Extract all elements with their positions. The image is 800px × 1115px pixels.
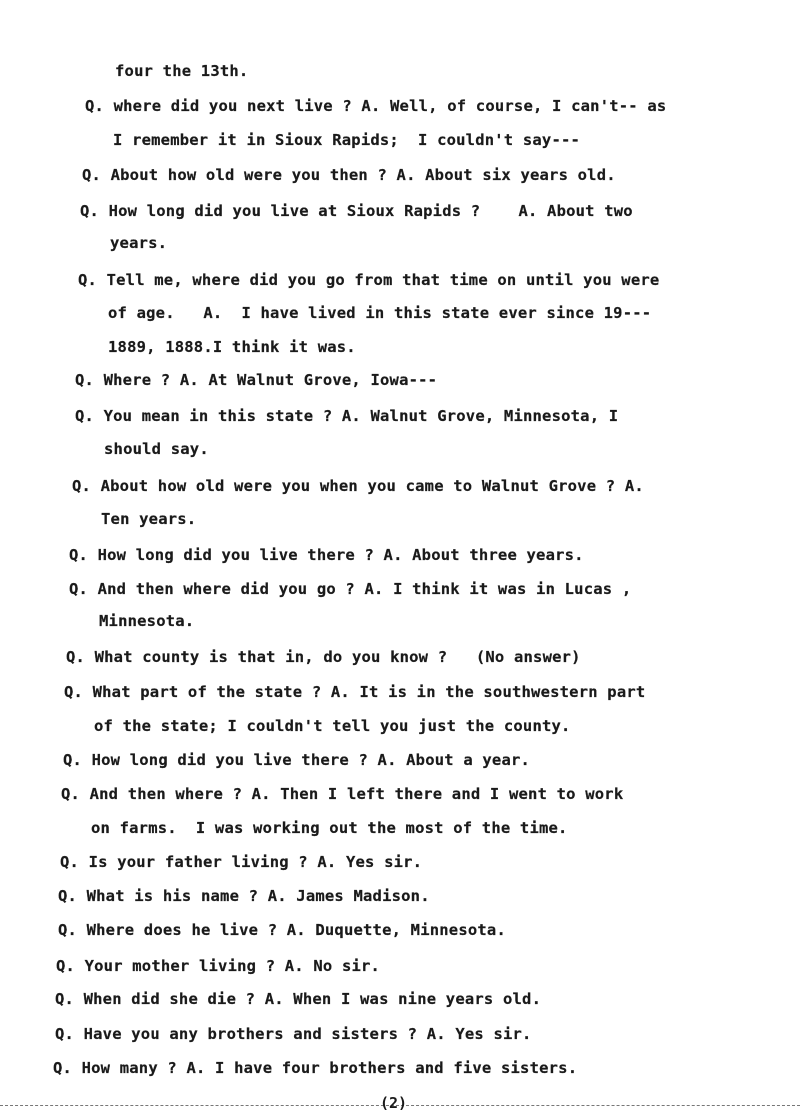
transcript-line: Q. About how old were you when you came to Walnut Grove ? A. [72, 477, 644, 495]
transcript-line: Q. What part of the state ? A. It is in the southwestern part [64, 683, 646, 701]
transcript-line: Q. Where does he live ? A. Duquette, Minnesota. [58, 921, 506, 939]
transcript-line: Q. And then where did you go ? A. I think it was in Lucas , [69, 580, 632, 598]
transcript-line: Q. Where ? A. At Walnut Grove, Iowa--- [75, 371, 438, 389]
page-number: (2) [380, 1094, 408, 1112]
transcript-line: Q. About how old were you then ? A. About six years old. [82, 166, 616, 184]
transcript-line: Q. You mean in this state ? A. Walnut Grove, Minnesota, I [75, 407, 619, 425]
transcript-line: Q. Have you any brothers and sisters ? A. Yes sir. [55, 1025, 532, 1043]
transcript-line: Minnesota. [99, 612, 195, 630]
transcript-line: Q. How long did you live there ? A. About three years. [69, 546, 584, 564]
transcript-line: Q. Is your father living ? A. Yes sir. [60, 853, 423, 871]
transcript-line: Q. How long did you live there ? A. About a year. [63, 751, 531, 769]
transcript-line: Q. Your mother living ? A. No sir. [56, 957, 381, 975]
transcript-line: 1889, 1888.I think it was. [108, 338, 356, 356]
transcript-line: Q. Tell me, where did you go from that time on until you were [78, 271, 660, 289]
transcript-line: of the state; I couldn't tell you just the county. [94, 717, 571, 735]
transcript-line: Q. When did she die ? A. When I was nine years old. [55, 990, 542, 1008]
transcript-line: Q. What is his name ? A. James Madison. [58, 887, 430, 905]
transcript-line: of age. A. I have lived in this state ever since 19--- [108, 304, 652, 322]
transcript-line: should say. [104, 440, 209, 458]
transcript-line: Q. where did you next live ? A. Well, of course, I can't-- as [85, 97, 667, 115]
transcript-line: Q. How many ? A. I have four brothers and five sisters. [53, 1059, 578, 1077]
transcript-line: four the 13th. [115, 62, 249, 80]
transcript-line: Q. How long did you live at Sioux Rapids ? A. About two [80, 202, 633, 220]
transcript-line: Q. What county is that in, do you know ? (No answer) [66, 648, 581, 666]
transcript-line: years. [110, 234, 168, 252]
transcript-line: I remember it in Sioux Rapids; I couldn't say--- [113, 131, 581, 149]
transcript-line: Ten years. [101, 510, 197, 528]
transcript-line: Q. And then where ? A. Then I left there and I went to work [61, 785, 624, 803]
transcript-line: on farms. I was working out the most of the time. [91, 819, 568, 837]
